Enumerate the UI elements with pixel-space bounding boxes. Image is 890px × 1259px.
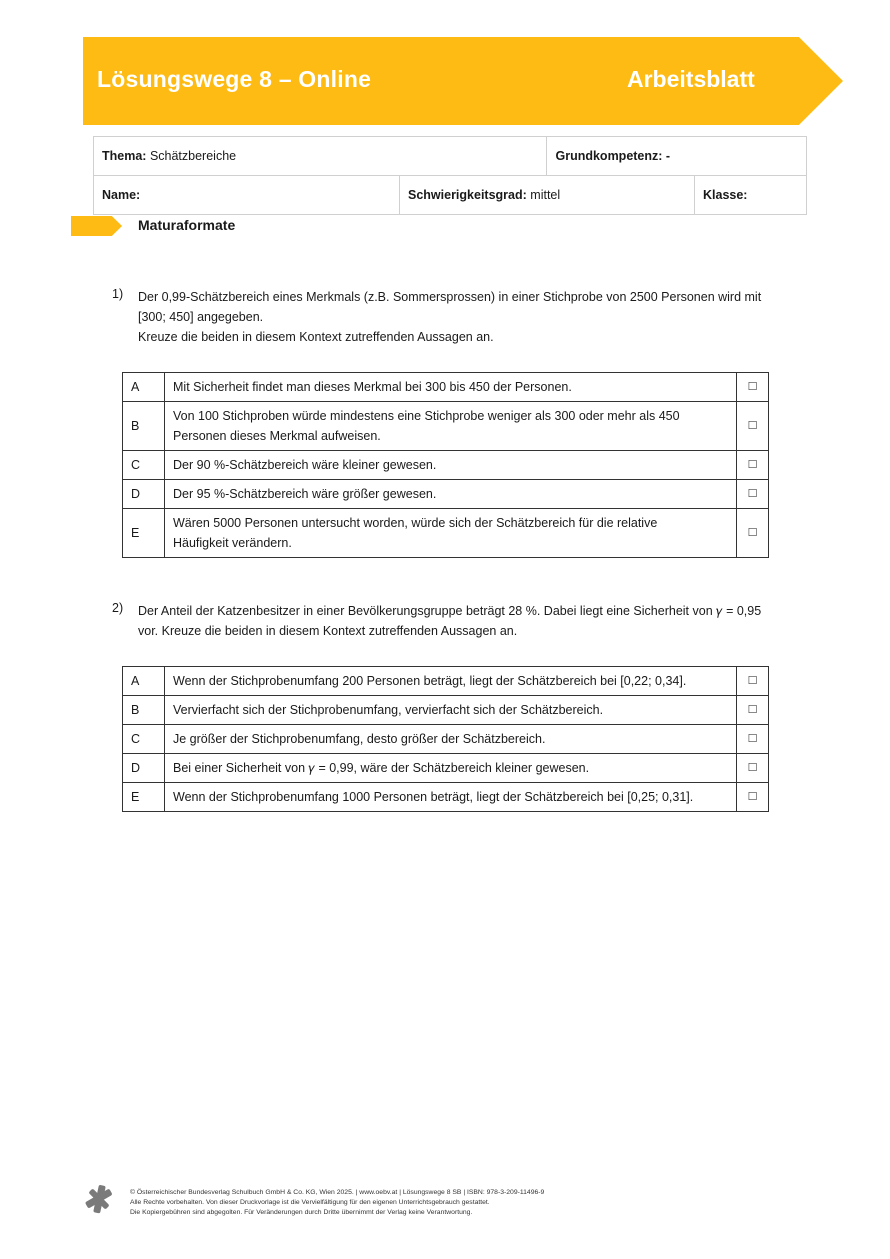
option-letter: C xyxy=(123,451,165,480)
option-text xyxy=(165,783,737,812)
task-1-option-b xyxy=(123,402,769,451)
checkbox-icon[interactable]: ☐ xyxy=(737,480,769,509)
checkbox-icon[interactable]: ☐ xyxy=(737,783,769,812)
task-2-option-a xyxy=(123,667,769,696)
klasse-cell[interactable] xyxy=(695,176,807,215)
task-2-number: 2) xyxy=(112,601,124,615)
info-table xyxy=(93,136,807,215)
task-1-option-c xyxy=(123,451,769,480)
option-line: Wenn der Stichprobenumfang 1000 Personen beträgt, liegt der Schätzbereich bei [0,25; 0,31]. xyxy=(173,790,694,804)
option-text xyxy=(165,509,737,558)
option-line: Vervierfacht sich der Stichprobenumfang, vervierfacht sich der Schätzbereich. xyxy=(173,703,604,717)
task-2-option-b xyxy=(123,696,769,725)
option-text xyxy=(165,667,737,696)
option-text xyxy=(165,402,737,451)
checkbox-icon[interactable]: ☐ xyxy=(737,402,769,451)
schwierigkeit-cell xyxy=(400,176,695,215)
task-1-option-d xyxy=(123,480,769,509)
schwierigkeit-value: mittel xyxy=(530,188,561,202)
option-line: Bei einer Sicherheit von 𝛾 = 0,99, wäre der Schätzbereich kleiner gewesen. xyxy=(173,761,590,775)
checkbox-icon[interactable]: ☐ xyxy=(737,725,769,754)
grundkompetenz-value: - xyxy=(665,149,671,163)
option-text xyxy=(165,480,737,509)
option-text xyxy=(165,754,737,783)
option-letter: C xyxy=(123,725,165,754)
option-text xyxy=(165,451,737,480)
section-title: Maturaformate xyxy=(138,217,236,233)
thema-cell xyxy=(94,137,547,176)
option-letter: B xyxy=(123,402,165,451)
task-1-option-e xyxy=(123,509,769,558)
option-letter: A xyxy=(123,667,165,696)
option-line: Der 95 %-Schätzbereich wäre größer gewesen. xyxy=(173,487,437,501)
thema-label: Thema: xyxy=(102,149,147,163)
checkbox-icon[interactable]: ☐ xyxy=(737,696,769,725)
footer-line: Alle Rechte vorbehalten. Von dieser Druckvorlage ist die Vervielfältigung für den eigenen Unterrichtsgebrauch gestattet. xyxy=(130,1199,490,1206)
option-letter: B xyxy=(123,696,165,725)
task-2-answer-table xyxy=(122,666,769,812)
task-1-option-a xyxy=(123,373,769,402)
thema-value: Schätzbereiche xyxy=(149,149,237,163)
option-line: Personen dieses Merkmal aufweisen. xyxy=(173,429,381,443)
task-2-option-e xyxy=(123,783,769,812)
option-line: Wenn der Stichprobenumfang 200 Personen beträgt, liegt der Schätzbereich bei [0,22; 0,34]. xyxy=(173,674,687,688)
footer-line: Die Kopiergebühren sind abgegolten. Für Veränderungen durch Dritte übernimmt der Verlag keine Verantwortung. xyxy=(130,1209,473,1216)
checkbox-icon[interactable]: ☐ xyxy=(737,509,769,558)
checkbox-icon[interactable]: ☐ xyxy=(737,451,769,480)
option-letter: D xyxy=(123,480,165,509)
option-text xyxy=(165,696,737,725)
grundkompetenz-label: Grundkompetenz: xyxy=(555,149,663,163)
option-line: Mit Sicherheit findet man dieses Merkmal bei 300 bis 450 der Personen. xyxy=(173,380,572,394)
option-line: Der 90 %-Schätzbereich wäre kleiner gewesen. xyxy=(173,458,437,472)
option-letter: D xyxy=(123,754,165,783)
name-label: Name: xyxy=(102,188,141,202)
option-letter: E xyxy=(123,783,165,812)
grundkompetenz-cell xyxy=(547,137,807,176)
option-letter: A xyxy=(123,373,165,402)
footer-copyright xyxy=(130,1188,544,1218)
option-line: Häufigkeit verändern. xyxy=(173,536,292,550)
checkbox-icon[interactable]: ☐ xyxy=(737,373,769,402)
footer-line: © Österreichischer Bundesverlag Schulbuch GmbH & Co. KG, Wien 2025. | www.oebv.at | Lösungswege 8 SB | ISBN: 978-3-209-11496-9 xyxy=(130,1189,545,1196)
task-1-line: Der 0,99-Schätzbereich eines Merkmals (z.B. Sommersprossen) in einer Stichprobe von 2500 Personen wird mit xyxy=(138,290,762,304)
option-line: Von 100 Stichproben würde mindestens eine Stichprobe weniger als 300 oder mehr als 450 xyxy=(173,409,680,423)
task-1-line: [300; 450] angegeben. xyxy=(138,310,264,324)
section-marker-icon xyxy=(71,216,122,236)
header-title: Lösungswege 8 – Online xyxy=(97,66,372,92)
oebv-logo-icon xyxy=(83,1183,115,1215)
option-text xyxy=(165,725,737,754)
option-letter: E xyxy=(123,509,165,558)
checkbox-icon[interactable]: ☐ xyxy=(737,754,769,783)
schwierigkeit-label: Schwierigkeitsgrad: xyxy=(408,188,527,202)
task-2-text xyxy=(138,601,798,641)
checkbox-icon[interactable]: ☐ xyxy=(737,667,769,696)
task-2-option-d xyxy=(123,754,769,783)
option-line: Wären 5000 Personen untersucht worden, würde sich der Schätzbereich für die relative xyxy=(173,516,658,530)
task-1-text xyxy=(138,287,798,347)
option-line: Je größer der Stichprobenumfang, desto größer der Schätzbereich. xyxy=(173,732,546,746)
task-2-line: Der Anteil der Katzenbesitzer in einer Bevölkerungsgruppe beträgt 28 %. Dabei liegt eine Sicherheit von 𝛾 = 0,95 xyxy=(138,604,762,618)
document-type: Arbeitsblatt xyxy=(627,66,755,92)
klasse-label: Klasse: xyxy=(703,188,748,202)
name-cell[interactable] xyxy=(94,176,400,215)
option-text xyxy=(165,373,737,402)
task-1-answer-table xyxy=(122,372,769,558)
task-1-line: Kreuze die beiden in diesem Kontext zutreffenden Aussagen an. xyxy=(138,330,494,344)
task-1-number: 1) xyxy=(112,287,124,301)
task-2-option-c xyxy=(123,725,769,754)
task-2-line: vor. Kreuze die beiden in diesem Kontext zutreffenden Aussagen an. xyxy=(138,624,518,638)
